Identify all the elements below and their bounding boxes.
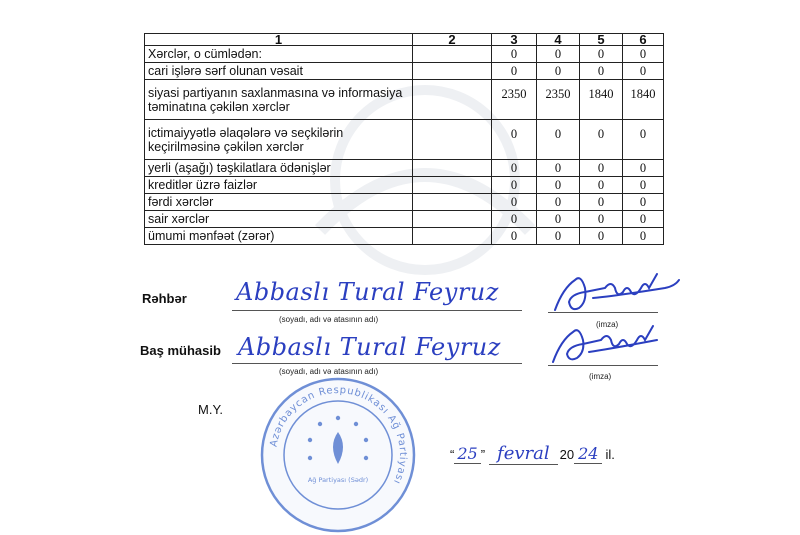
accountant-signature-icon [545,312,675,372]
table-header-row [145,34,664,46]
cell-value: 0 [623,194,664,211]
cell-value: 0 [580,194,623,211]
row-label: yerli (aşağı) təşkilatlara ödənişlər [145,160,413,177]
cell-value: 0 [580,228,623,245]
row-label: kreditlər üzrə faizlər [145,177,413,194]
table-row [145,228,664,245]
leader-name-caption: (soyadı, adı və atasının adı) [279,315,379,324]
table-row [145,46,664,63]
leader-label: Rəhbər [142,291,187,306]
column-header: 6 [623,34,664,46]
table-row [145,177,664,194]
cell-value: 0 [623,211,664,228]
row-label: ictimaiyyətlə əlaqələrə və seçkilərin keçirilməsinə çəkilən xərclər [145,120,413,160]
date-close-quote: ” [480,447,486,462]
document-date [450,443,615,465]
cell-value: 1840 [580,80,623,120]
cell-value: 0 [623,46,664,63]
financial-table [144,33,664,245]
table-row [145,63,664,80]
cell-value: 0 [623,160,664,177]
row-label: fərdi xərclər [145,194,413,211]
accountant-handwritten-name: Abbaslı Tural Feyruz [238,333,501,361]
cell-value: 2350 [537,80,580,120]
column-header: 2 [413,34,492,46]
row-label: siyasi partiyanın saxlanmasına və informasiya təminatına çəkilən xərclər [145,80,413,120]
cell-value: 0 [492,228,537,245]
row-label: sair xərclər [145,211,413,228]
date-suffix: il. [605,447,615,462]
date-year-suffix: 24 [574,444,602,464]
cell-value: 0 [580,160,623,177]
cell-value: 0 [537,120,580,160]
table-row [145,194,664,211]
column-header: 1 [145,34,413,46]
date-day: 25 [454,444,480,464]
table-row [145,120,664,160]
leader-sign-caption: (imza) [596,320,619,329]
date-year-prefix: 20 [559,447,575,462]
cell-value: 0 [623,120,664,160]
cell-value: 0 [537,177,580,194]
cell-value: 0 [492,46,537,63]
cell-value: 0 [623,63,664,80]
table-row [145,80,664,120]
column-header: 5 [580,34,623,46]
cell-value: 0 [492,160,537,177]
cell-value: 0 [492,63,537,80]
row-label: ümumi mənfəət (zərər) [145,228,413,245]
table-row [145,160,664,177]
row-label: Xərclər, o cümlədən: [145,46,413,63]
cell-value: 0 [623,177,664,194]
date-month: fevral [489,443,558,465]
cell-value: 0 [492,120,537,160]
row-label: cari işlərə sərf olunan vəsait [145,63,413,80]
cell-value: 0 [580,211,623,228]
cell-value: 0 [623,228,664,245]
leader-handwritten-name: Abbaslı Tural Feyruz [236,278,499,306]
column-header: 4 [537,34,580,46]
cell-value: 0 [537,211,580,228]
accountant-sign-caption: (imza) [589,372,612,381]
cell-value: 0 [537,63,580,80]
accountant-name-line [232,363,522,364]
cell-value: 0 [537,46,580,63]
stamp-outer-text: Azərbaycan Respublikası Ağ Partiyası [268,384,409,486]
cell-value: 0 [580,120,623,160]
cell-value: 0 [580,46,623,63]
cell-value: 0 [492,211,537,228]
stamp-place-label: M.Y. [198,402,224,417]
cell-value: 0 [492,177,537,194]
cell-value: 0 [580,177,623,194]
accountant-name-caption: (soyadı, adı və atasının adı) [279,367,379,376]
cell-value: 0 [537,194,580,211]
leader-name-line [232,310,522,311]
date-open-quote: “ [450,447,455,462]
stamp-inner-text: Ağ Partiyası (Sədr) [307,476,369,484]
accountant-label: Baş mühasib [140,343,221,358]
accountant-sign-line [548,365,658,366]
cell-value: 1840 [623,80,664,120]
column-header: 3 [492,34,537,46]
cell-value: 2350 [492,80,537,120]
cell-value: 0 [537,228,580,245]
cell-value: 0 [492,194,537,211]
table-row [145,211,664,228]
party-stamp-icon [258,376,418,534]
cell-value: 0 [537,160,580,177]
cell-value: 0 [580,63,623,80]
